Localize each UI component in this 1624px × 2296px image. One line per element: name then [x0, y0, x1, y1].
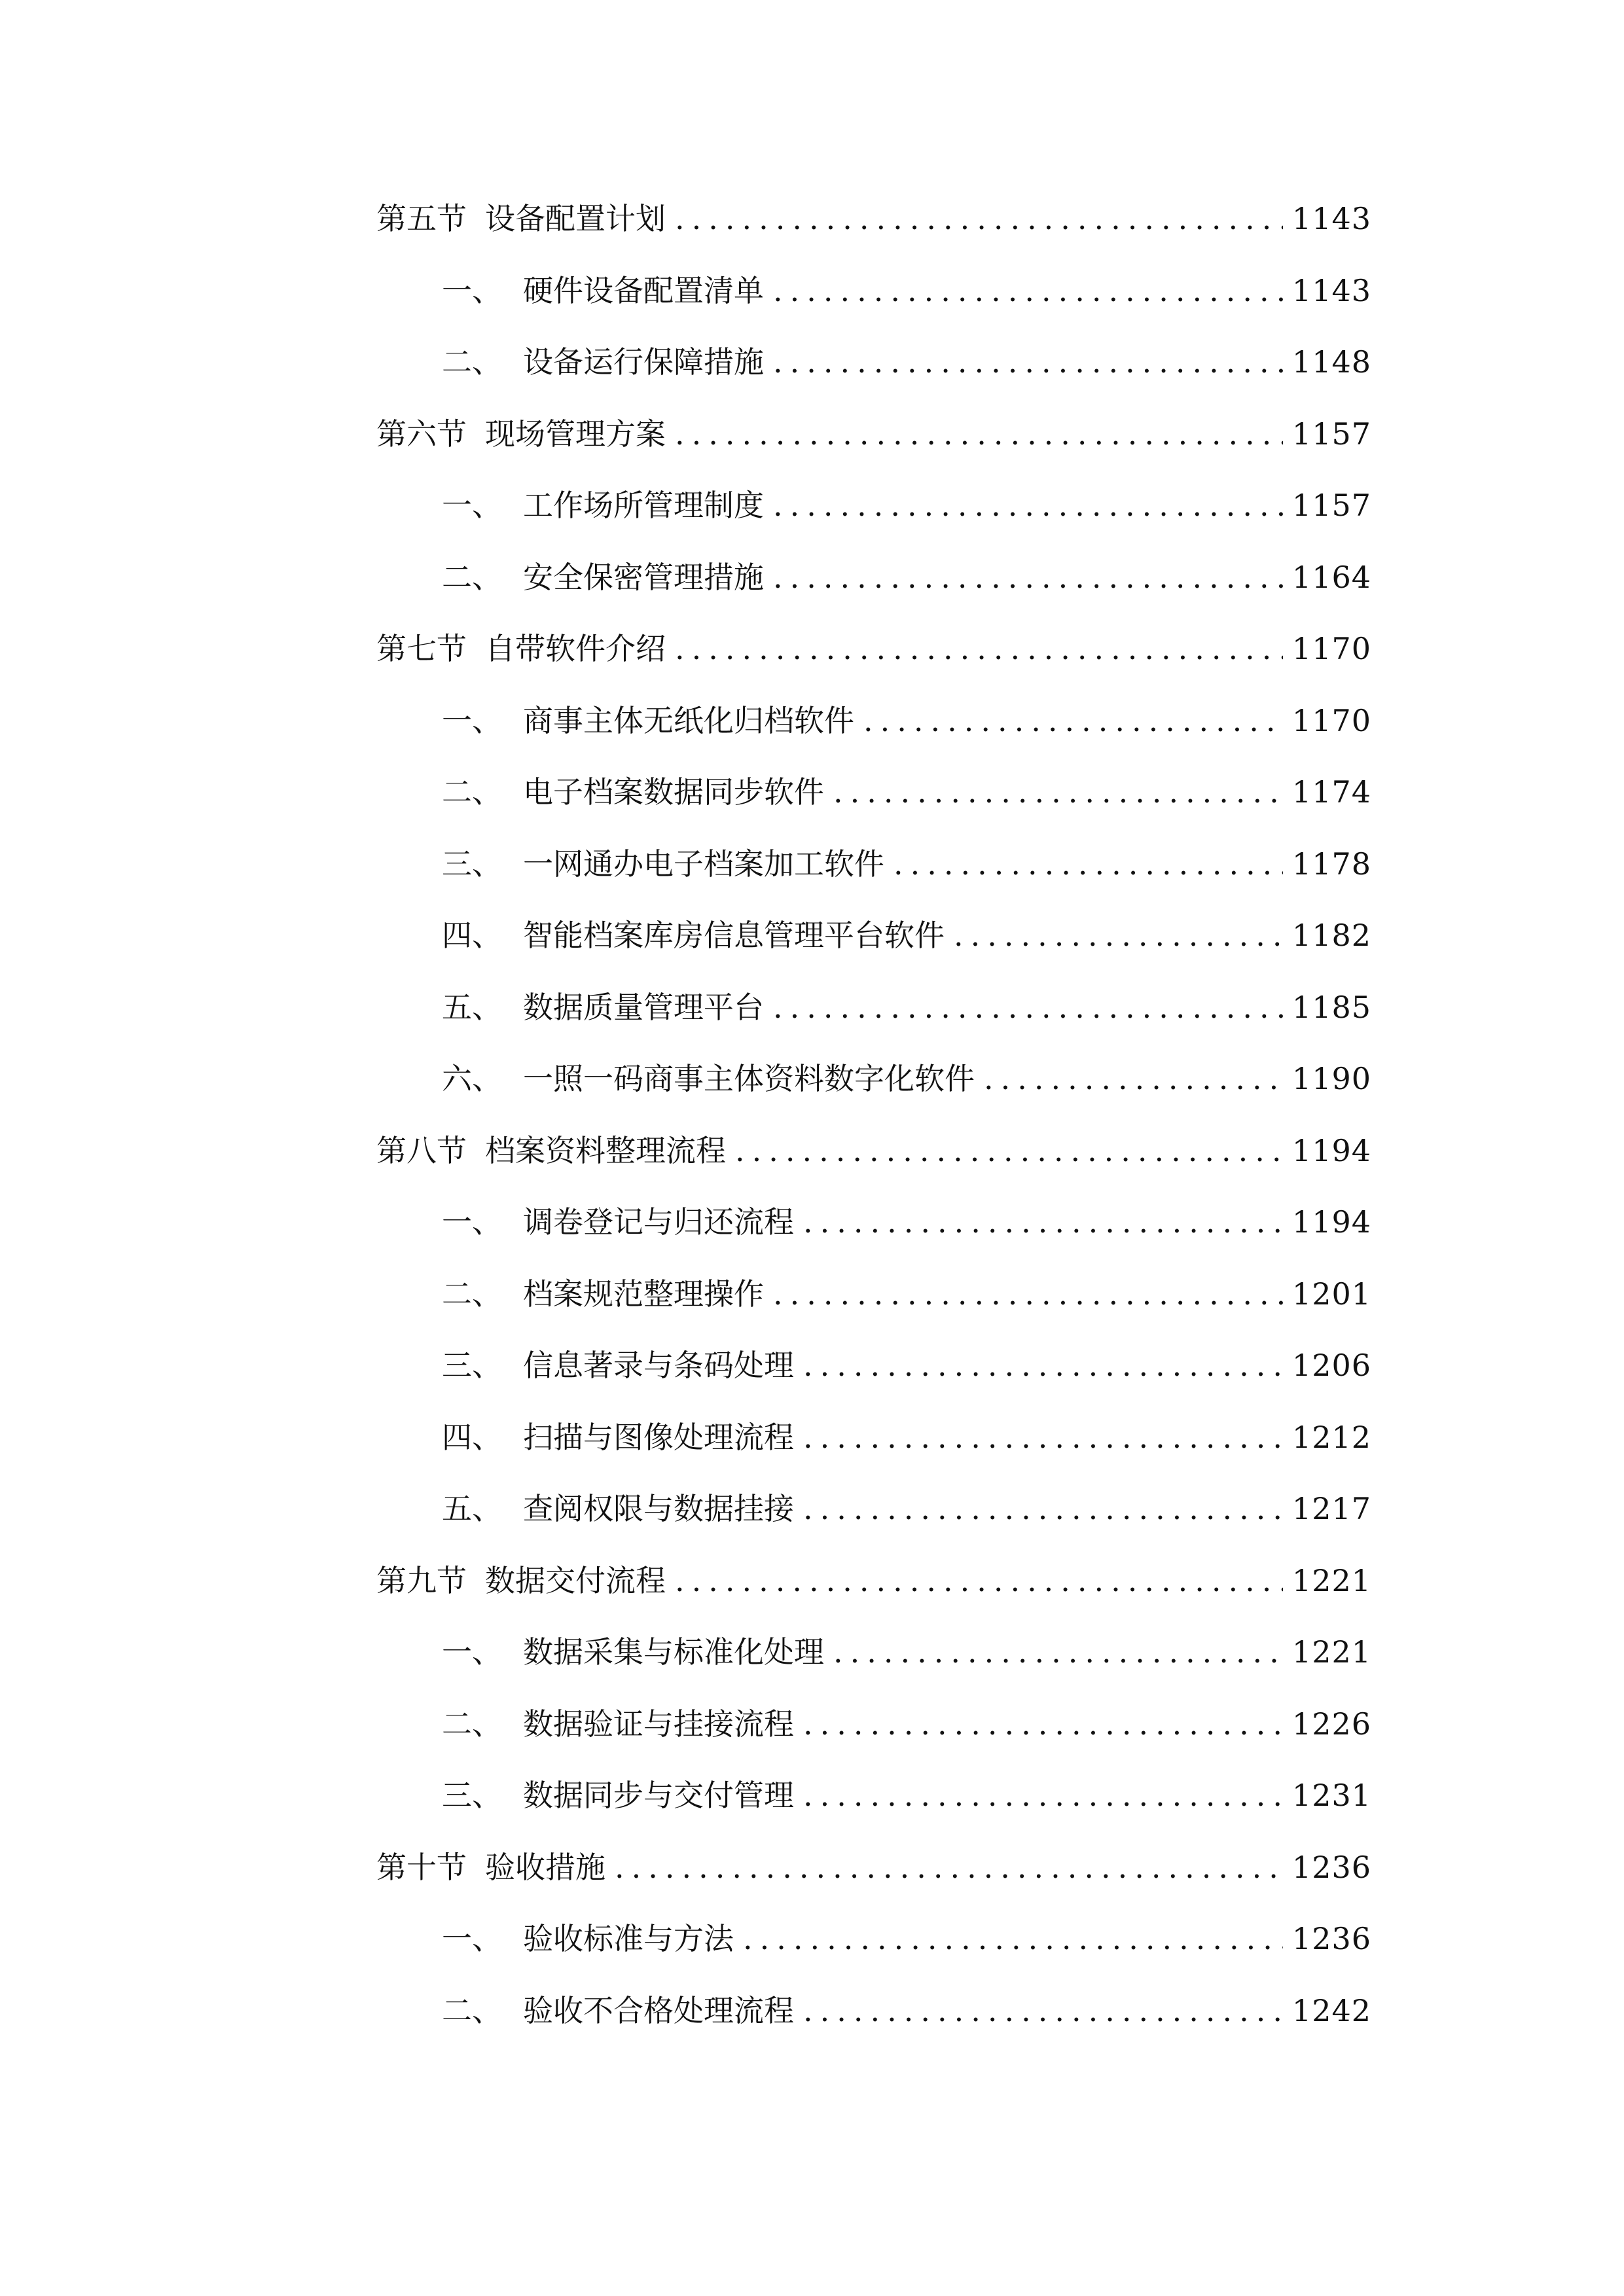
toc-entry-number: 二、	[442, 1706, 502, 1742]
toc-subsection-entry[interactable]	[376, 1402, 1371, 1474]
toc-entry-title: 一网通办电子档案加工软件	[523, 846, 884, 882]
dot-leader	[615, 1832, 1283, 1904]
toc-entry-number: 一、	[442, 1204, 502, 1240]
toc-entry-title: 扫描与图像处理流程	[523, 1419, 794, 1455]
toc-entry-title: 工作场所管理制度	[523, 488, 764, 523]
toc-entry-title: 一照一码商事主体资料数字化软件	[523, 1061, 975, 1096]
toc-entry-number: 五、	[442, 989, 502, 1025]
toc-entry-page-number: 1174	[1291, 774, 1371, 810]
dot-leader	[984, 1043, 1283, 1115]
toc-subsection-entry[interactable]	[376, 900, 1371, 972]
toc-entry-number: 三、	[442, 1778, 502, 1813]
toc-subsection-entry[interactable]	[376, 1903, 1371, 1975]
dot-leader	[893, 829, 1283, 901]
toc-entry-page-number: 1226	[1291, 1706, 1371, 1742]
toc-subsection-entry[interactable]	[376, 542, 1371, 614]
toc-entry-number: 一、	[442, 488, 502, 523]
toc-entry-title: 数据质量管理平台	[523, 989, 764, 1025]
dot-leader	[803, 1187, 1283, 1259]
dot-leader	[803, 1975, 1283, 2047]
toc-entry-number: 第六节	[376, 416, 467, 452]
toc-entry-title: 数据同步与交付管理	[523, 1778, 794, 1813]
dot-leader	[675, 183, 1283, 255]
dot-leader	[743, 1903, 1283, 1975]
toc-subsection-entry[interactable]	[376, 972, 1371, 1044]
toc-entry-number: 第七节	[376, 631, 467, 666]
dot-leader	[863, 685, 1283, 757]
dot-leader	[954, 900, 1283, 972]
dot-leader	[735, 1115, 1283, 1187]
toc-entry-title: 硬件设备配置清单	[523, 272, 764, 308]
toc-entry-page-number: 1201	[1291, 1276, 1371, 1312]
toc-subsection-entry[interactable]	[376, 1975, 1371, 2047]
dot-leader	[803, 1760, 1283, 1832]
toc-entry-number: 二、	[442, 559, 502, 595]
toc-entry-number: 二、	[442, 344, 502, 380]
dot-leader	[833, 757, 1283, 829]
toc-entry-title: 数据交付流程	[485, 1562, 666, 1598]
toc-entry-number: 一、	[442, 1634, 502, 1670]
toc-subsection-entry[interactable]	[376, 1689, 1371, 1761]
table-of-contents	[376, 183, 1371, 2047]
dot-leader	[675, 399, 1283, 471]
toc-subsection-entry[interactable]	[376, 327, 1371, 399]
dot-leader	[833, 1617, 1283, 1689]
toc-entry-title: 调卷登记与归还流程	[523, 1204, 794, 1240]
toc-entry-page-number: 1231	[1291, 1778, 1371, 1813]
toc-subsection-entry[interactable]	[376, 757, 1371, 829]
toc-entry-page-number: 1206	[1291, 1348, 1371, 1383]
toc-entry-page-number: 1212	[1291, 1419, 1371, 1455]
toc-entry-number: 三、	[442, 1348, 502, 1383]
toc-entry-number: 三、	[442, 846, 502, 882]
toc-entry-page-number: 1190	[1291, 1061, 1371, 1096]
toc-entry-page-number: 1217	[1291, 1491, 1371, 1526]
toc-entry-number: 一、	[442, 1921, 502, 1956]
toc-entry-page-number: 1148	[1291, 344, 1371, 380]
toc-subsection-entry[interactable]	[376, 1760, 1371, 1832]
dot-leader	[803, 1689, 1283, 1761]
toc-entry-page-number: 1164	[1291, 559, 1371, 595]
toc-entry-title: 商事主体无纸化归档软件	[523, 702, 854, 738]
dot-leader	[803, 1330, 1283, 1402]
toc-entry-title: 查阅权限与数据挂接	[523, 1491, 794, 1526]
toc-entry-page-number: 1194	[1291, 1204, 1371, 1240]
toc-entry-title: 设备配置计划	[485, 201, 666, 236]
dot-leader	[675, 613, 1283, 685]
toc-entry-page-number: 1157	[1291, 416, 1371, 452]
toc-section-entry[interactable]	[376, 1545, 1371, 1617]
dot-leader	[773, 327, 1283, 399]
toc-entry-title: 安全保密管理措施	[523, 559, 764, 595]
toc-entry-title: 信息著录与条码处理	[523, 1348, 794, 1383]
toc-entry-title: 档案规范整理操作	[523, 1276, 764, 1312]
toc-entry-number: 第十节	[376, 1849, 467, 1885]
toc-entry-page-number: 1182	[1291, 918, 1371, 953]
toc-entry-title: 验收标准与方法	[523, 1921, 734, 1956]
toc-entry-title: 现场管理方案	[485, 416, 666, 452]
toc-entry-page-number: 1221	[1291, 1634, 1371, 1670]
toc-entry-page-number: 1178	[1291, 846, 1371, 882]
toc-entry-title: 自带软件介绍	[485, 631, 666, 666]
toc-entry-page-number: 1185	[1291, 989, 1371, 1025]
toc-entry-page-number: 1242	[1291, 1992, 1371, 2028]
toc-entry-page-number: 1170	[1291, 702, 1371, 738]
toc-subsection-entry[interactable]	[376, 685, 1371, 757]
toc-entry-number: 二、	[442, 1992, 502, 2028]
toc-entry-page-number: 1157	[1291, 488, 1371, 523]
toc-subsection-entry[interactable]	[376, 829, 1371, 901]
dot-leader	[803, 1473, 1283, 1545]
toc-entry-number: 六、	[442, 1061, 502, 1096]
toc-entry-number: 四、	[442, 918, 502, 953]
toc-section-entry[interactable]	[376, 613, 1371, 685]
dot-leader	[803, 1402, 1283, 1474]
toc-subsection-entry[interactable]	[376, 1187, 1371, 1259]
toc-subsection-entry[interactable]	[376, 1473, 1371, 1545]
toc-entry-title: 设备运行保障措施	[523, 344, 764, 380]
toc-entry-page-number: 1236	[1291, 1921, 1371, 1956]
toc-entry-number: 五、	[442, 1491, 502, 1526]
dot-leader	[773, 255, 1283, 327]
toc-entry-title: 验收措施	[485, 1849, 605, 1885]
toc-entry-page-number: 1143	[1291, 201, 1371, 236]
toc-entry-number: 四、	[442, 1419, 502, 1455]
toc-entry-title: 数据采集与标准化处理	[523, 1634, 824, 1670]
toc-subsection-entry[interactable]	[376, 1330, 1371, 1402]
toc-subsection-entry[interactable]	[376, 1259, 1371, 1331]
dot-leader	[773, 542, 1283, 614]
toc-entry-number: 二、	[442, 774, 502, 810]
toc-section-entry[interactable]	[376, 399, 1371, 471]
dot-leader	[675, 1545, 1283, 1617]
toc-entry-page-number: 1236	[1291, 1849, 1371, 1885]
dot-leader	[773, 1259, 1283, 1331]
toc-section-entry[interactable]	[376, 183, 1371, 255]
dot-leader	[773, 972, 1283, 1044]
toc-entry-number: 第九节	[376, 1562, 467, 1598]
toc-entry-title: 智能档案库房信息管理平台软件	[523, 918, 945, 953]
toc-entry-title: 档案资料整理流程	[485, 1132, 726, 1168]
toc-section-entry[interactable]	[376, 1832, 1371, 1904]
toc-entry-title: 数据验证与挂接流程	[523, 1706, 794, 1742]
toc-entry-number: 一、	[442, 702, 502, 738]
toc-subsection-entry[interactable]	[376, 470, 1371, 542]
toc-entry-number: 第五节	[376, 201, 467, 236]
toc-subsection-entry[interactable]	[376, 1043, 1371, 1115]
toc-subsection-entry[interactable]	[376, 255, 1371, 327]
toc-entry-page-number: 1143	[1291, 272, 1371, 308]
toc-section-entry[interactable]	[376, 1115, 1371, 1187]
toc-entry-number: 一、	[442, 272, 502, 308]
toc-entry-page-number: 1194	[1291, 1132, 1371, 1168]
toc-entry-title: 电子档案数据同步软件	[523, 774, 824, 810]
toc-entry-number: 二、	[442, 1276, 502, 1312]
toc-entry-page-number: 1221	[1291, 1562, 1371, 1598]
toc-entry-page-number: 1170	[1291, 631, 1371, 666]
dot-leader	[773, 470, 1283, 542]
toc-entry-number: 第八节	[376, 1132, 467, 1168]
toc-entry-title: 验收不合格处理流程	[523, 1992, 794, 2028]
toc-subsection-entry[interactable]	[376, 1617, 1371, 1689]
